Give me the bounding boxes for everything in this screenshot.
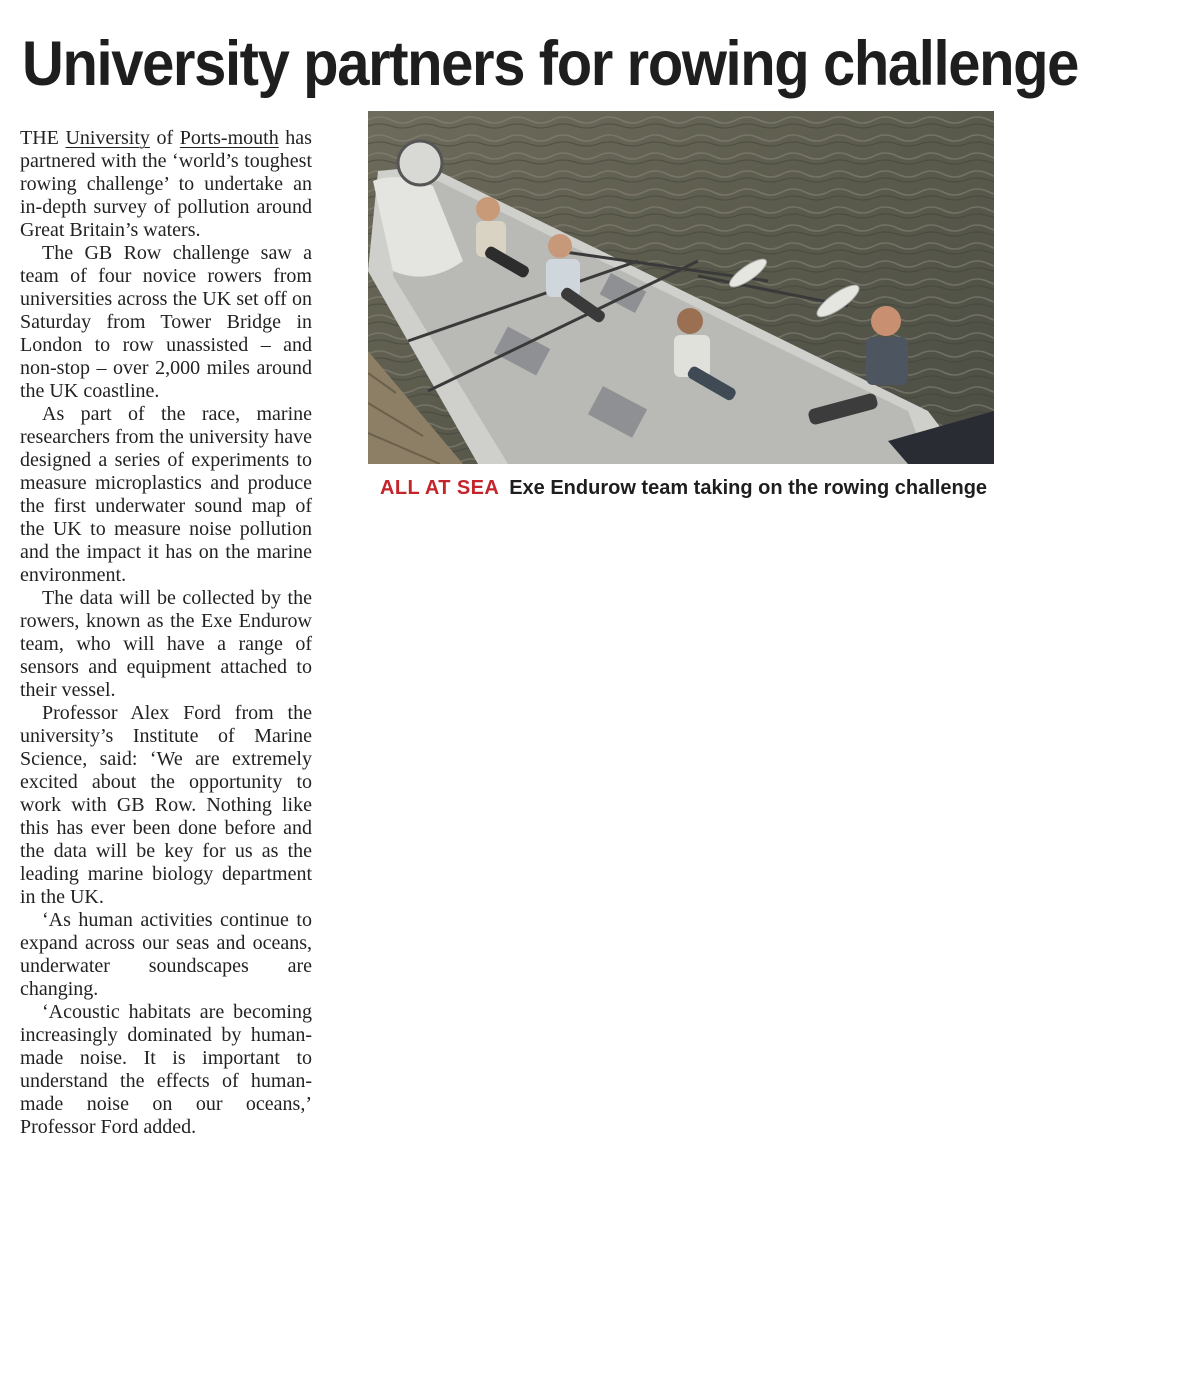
body-paragraph: ‘Acoustic habitats are becoming increasingly dominated by human-made noise. It is important to understand the effects of human-made noise on our oceans,’ Professor Ford added.	[20, 1001, 312, 1138]
lead-pre: THE	[20, 127, 66, 149]
org-link-university: University	[65, 127, 150, 149]
lead-post: has partnered with the ‘world’s toughest rowing challenge’ to undertake an in-depth survey of pollution around Great Britain’s waters.	[20, 127, 312, 241]
article-body	[20, 127, 312, 1139]
lead-mid: of	[149, 127, 180, 149]
rowing-boat-photo	[368, 111, 994, 464]
body-paragraph: As part of the race, marine researchers from the university have designed a series of experiments to measure microplastics and produce the first underwater sound map of the UK to measure noise pollution and the impact it has on the marine environment.	[20, 403, 312, 586]
body-paragraph: Professor Alex Ford from the university’s Institute of Marine Science, said: ‘We are extremely excited about the opportunity to work with GB Row. Nothing like this has ever been done before and the data will be key for us as the leading marine biology department in the UK.	[20, 702, 312, 908]
org-link-portsmouth: Ports-mouth	[179, 127, 279, 149]
headline: University partners for rowing challenge	[22, 29, 1078, 99]
photo-illustration	[368, 111, 994, 464]
lead-paragraph	[20, 127, 312, 242]
body-paragraph: ‘As human activities continue to expand across our seas and oceans, underwater soundscapes are changing.	[20, 909, 312, 1000]
caption-text: Exe Endurow team taking on the rowing challenge	[509, 477, 988, 499]
photo-caption	[380, 474, 1000, 502]
caption-label: ALL AT SEA	[380, 477, 500, 499]
body-paragraph: The data will be collected by the rowers, known as the Exe Endurow team, who will have a range of sensors and equipment attached to their vessel.	[20, 587, 312, 701]
body-paragraph: The GB Row challenge saw a team of four novice rowers from universities across the UK set off on Saturday from Tower Bridge in London to row unassisted – and non-stop – over 2,000 miles around the UK coastline.	[20, 242, 312, 402]
radar-dome	[398, 141, 442, 185]
